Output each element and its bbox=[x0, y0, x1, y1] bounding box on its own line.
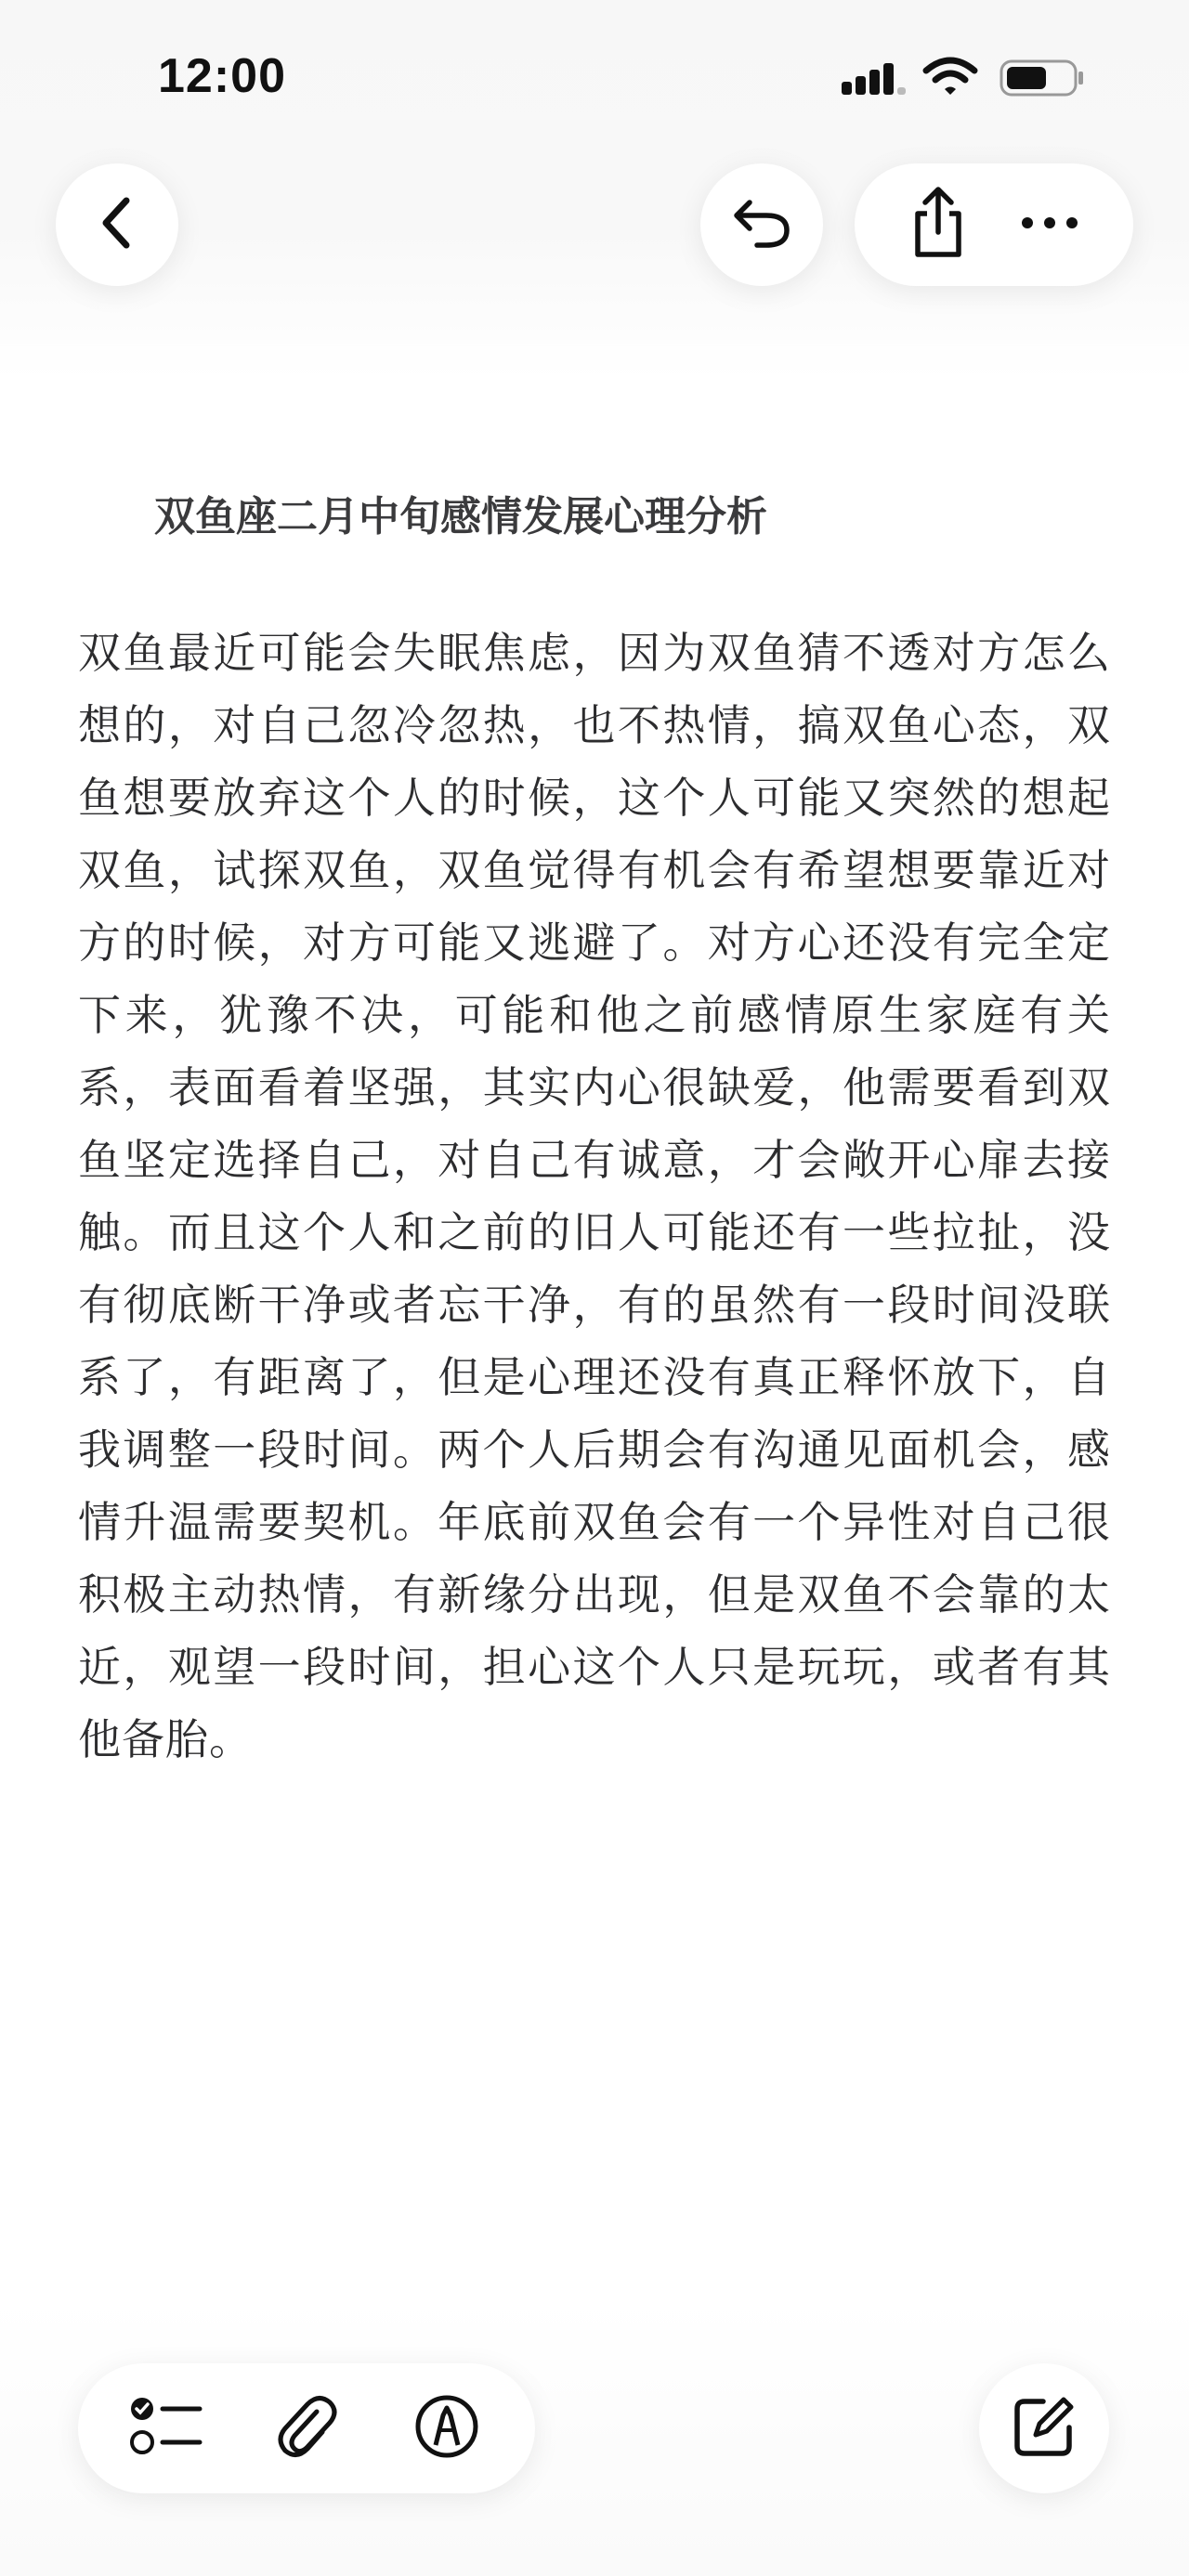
compose-icon bbox=[1012, 2394, 1077, 2463]
wifi-icon bbox=[922, 56, 978, 102]
undo-button[interactable] bbox=[700, 163, 823, 286]
share-icon bbox=[908, 186, 968, 264]
undo-icon bbox=[729, 195, 794, 254]
note-body[interactable]: 双鱼最近可能会失眠焦虑，因为双鱼猜不透对方怎么想的，对自己忽冷忽热，也不热情，搞双鱼心态，双鱼想要放弃这个人的时候，这个人可能又突然的想起双鱼，试探双鱼，双鱼觉得有机会有希望想要靠近对方的时候，对方可能又逃避了。对方心还没有完全定下来，犹豫不决，可能和他之前感情原生家庭有关系，表面看着坚强，其实内心很缺爱，他需要看到双鱼坚定选择自己，对自己有诚意，才会敞开心扉去接触。而且这个人和之前的旧人可能还有一些拉扯，没有彻底断干净或者忘干净，有的虽然有一段时间没联系了，有距离了，但是心理还没有真正释怀放下，自我调整一段时间。两个人后期会有沟通见面机会，感情升温需要契机。年底前双鱼会有一个异性对自己很积极主动热情，有新缘分出现，但是双鱼不会靠的太近，观望一段时间，担心这个人只是玩玩，或者有其他备胎。 bbox=[78, 628, 1111, 1764]
status-time: 12:00 bbox=[158, 49, 286, 103]
bottom-toolbar bbox=[78, 2363, 535, 2493]
checklist-icon bbox=[129, 2396, 203, 2461]
share-more-group bbox=[855, 163, 1133, 286]
more-horizontal-icon bbox=[1020, 215, 1079, 234]
checklist-button[interactable] bbox=[111, 2363, 222, 2493]
cellular-signal-icon bbox=[842, 59, 908, 100]
back-button[interactable] bbox=[56, 163, 178, 286]
paperclip-icon bbox=[276, 2391, 337, 2465]
share-button[interactable] bbox=[892, 163, 985, 286]
markup-pen-icon bbox=[413, 2393, 480, 2464]
battery-icon bbox=[1000, 59, 1085, 100]
attachment-button[interactable] bbox=[251, 2363, 362, 2493]
more-button[interactable] bbox=[1003, 163, 1096, 286]
chevron-left-icon bbox=[98, 195, 136, 254]
compose-button[interactable] bbox=[979, 2363, 1109, 2493]
note-title[interactable]: 双鱼座二月中旬感情发展心理分析 bbox=[154, 493, 767, 540]
markup-button[interactable] bbox=[391, 2363, 503, 2493]
